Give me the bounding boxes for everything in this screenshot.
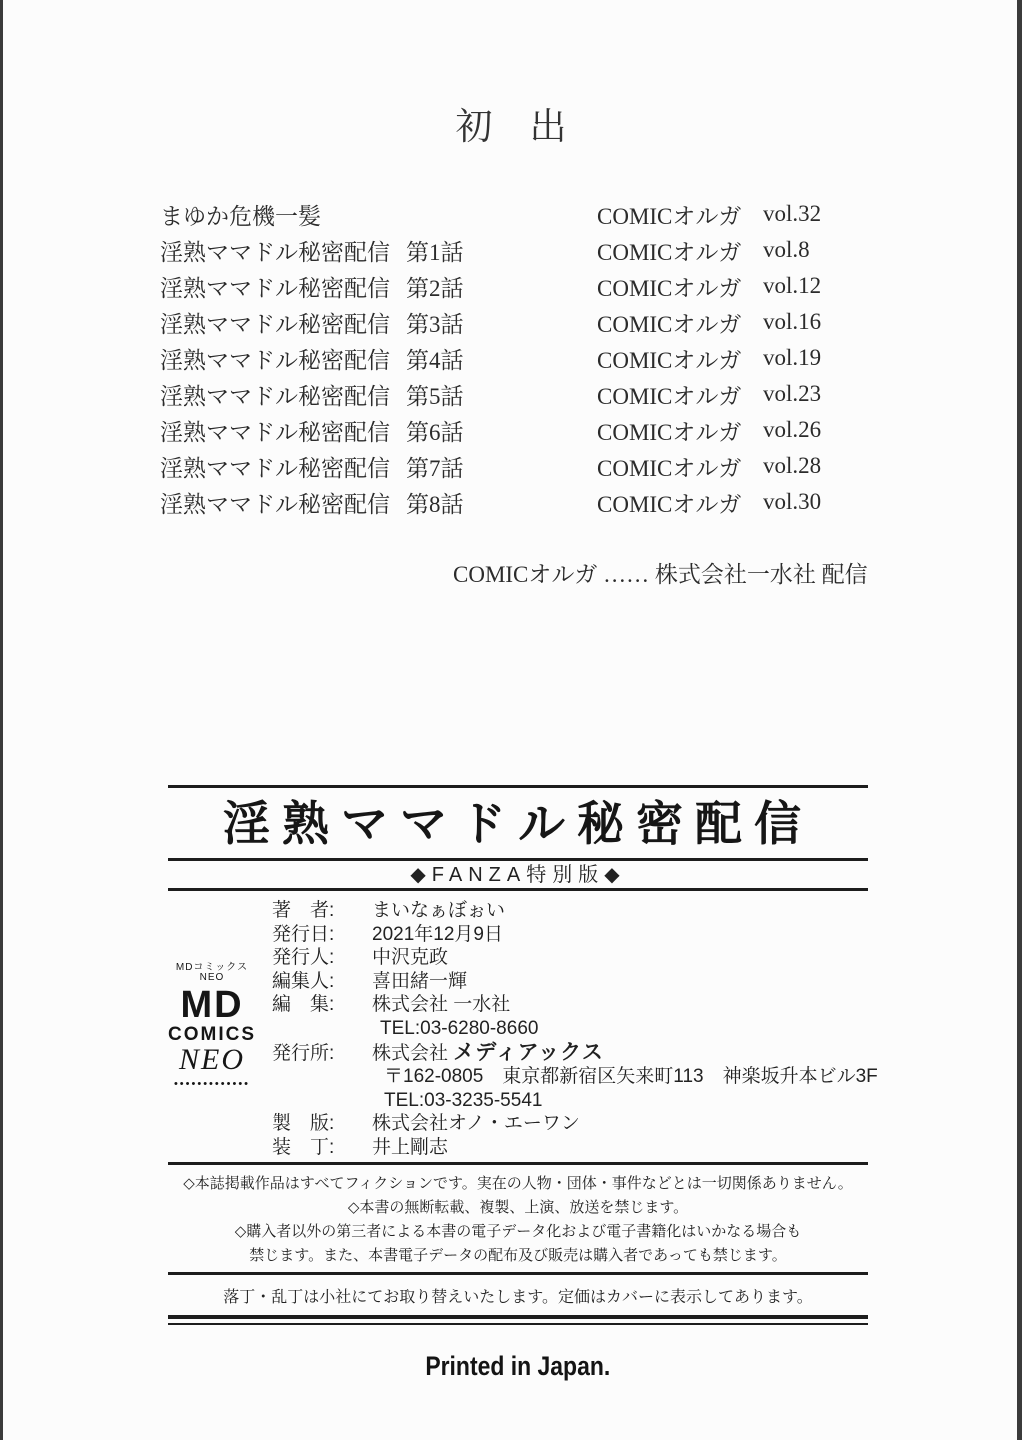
volume-label: vol.23 <box>763 381 822 406</box>
info-row-address <box>272 1065 878 1089</box>
info-value: 中沢克政 <box>372 947 449 969</box>
logo-neo-text: NEO <box>179 1043 245 1076</box>
work-title: 淫熟ママドル秘密配信 <box>160 383 390 409</box>
chapter-label: 第8話 <box>406 491 464 517</box>
work-title: 淫熟ママドル秘密配信 <box>160 455 390 481</box>
magazine-label: COMICオルガ <box>597 311 742 337</box>
list-item <box>160 304 880 340</box>
info-row-editor-person <box>272 970 878 994</box>
info-value: TEL:03-6280-8660 <box>380 1017 539 1039</box>
distribution-note: COMICオルガ …… 株式会社一水社 配信 <box>453 562 868 587</box>
magazine-label: COMICオルガ <box>597 491 742 517</box>
volume-label: vol.12 <box>763 273 822 298</box>
info-value: TEL:03-3235-5541 <box>384 1089 543 1111</box>
info-value: まいなぁぼぉい <box>372 900 506 921</box>
colophon-info-area <box>168 891 878 1162</box>
md-comics-neo-logo <box>168 963 256 1090</box>
double-rule-bottom <box>168 1323 868 1325</box>
disclaimer-line: ◇本書の無断転載、複製、上演、放送を禁じます。 <box>347 1199 689 1216</box>
info-value: 喜田緒一輝 <box>372 970 468 992</box>
info-value: 2021年12月9日 <box>372 923 503 945</box>
page-edge-left <box>0 0 3 1440</box>
info-row-tel-1 <box>272 1017 878 1041</box>
volume-label: vol.16 <box>763 309 822 334</box>
info-label: 発行人: <box>272 947 335 969</box>
volume-label: vol.19 <box>763 345 822 370</box>
page-edge-right <box>1017 0 1022 1440</box>
volume-label: vol.30 <box>763 489 822 514</box>
info-row-publisher-person <box>272 946 878 970</box>
info-label: 発行所: <box>272 1042 335 1064</box>
magazine-label: COMICオルガ <box>597 455 742 481</box>
chapter-label: 第6話 <box>406 419 464 445</box>
colophon-box <box>168 785 878 1382</box>
list-item <box>160 232 880 268</box>
book-title: 淫熟ママドル秘密配信 <box>223 797 813 850</box>
magazine-label: COMICオルガ <box>597 203 742 229</box>
info-row-publishing-house <box>272 1041 878 1066</box>
chapter-label: 第7話 <box>406 455 464 481</box>
magazine-label: COMICオルガ <box>597 383 742 409</box>
volume-label: vol.26 <box>763 417 822 442</box>
info-row-binding-design <box>272 1136 878 1160</box>
info-label: 編集人: <box>272 970 335 992</box>
edition-badge: ◆FANZA特別版◆ <box>410 864 626 886</box>
chapter-label: 第2話 <box>406 275 464 301</box>
magazine-label: COMICオルガ <box>597 239 742 265</box>
magazine-label: COMICオルガ <box>597 419 742 445</box>
info-label: 編 集: <box>272 994 335 1016</box>
chapter-label: 第3話 <box>406 311 464 337</box>
page-title: 初 出 <box>455 107 567 148</box>
disclaimer-line: ◇本誌掲載作品はすべてフィクションです。実在の人物・団体・事件などとは一切関係ありません。 <box>183 1175 853 1192</box>
chapter-label: 第4話 <box>406 347 464 373</box>
logo-md-text: MD <box>180 984 244 1026</box>
chapter-label: 第5話 <box>406 383 464 409</box>
work-title: 淫熟ママドル秘密配信 <box>160 419 390 445</box>
info-label: 発行日: <box>272 923 335 945</box>
mediax-logo-text: メディアックス <box>453 1040 604 1064</box>
work-title: 淫熟ママドル秘密配信 <box>160 275 390 301</box>
disclaimer-line: 禁じます。また、本書電子データの配布及び販売は購入者であっても禁じます。 <box>249 1247 787 1264</box>
list-item <box>160 376 880 412</box>
info-row-publish-date <box>272 923 878 947</box>
info-label: 著 者: <box>272 900 335 921</box>
publication-details <box>256 891 878 1162</box>
volume-label: vol.28 <box>763 453 822 478</box>
disclaimer-text <box>168 1165 868 1272</box>
list-item <box>160 484 880 520</box>
info-row-tel-2 <box>272 1089 878 1113</box>
work-title: 淫熟ママドル秘密配信 <box>160 347 390 373</box>
info-label: 製 版: <box>272 1113 335 1135</box>
info-value: 〒162-0805 東京都新宿区矢来町113 神楽坂升本ビル3F <box>384 1066 878 1088</box>
info-row-author <box>272 899 878 923</box>
publication-list <box>160 196 880 520</box>
info-row-editing-company <box>272 993 878 1017</box>
logo-dots: ••••••••••••• <box>173 1078 251 1090</box>
logo-comics-text: COMICS <box>168 1024 256 1045</box>
returns-note: 落丁・乱丁は小社にてお取り替えいたします。定価はカバーに表示してあります。 <box>223 1288 813 1306</box>
volume-label: vol.8 <box>763 237 810 262</box>
work-title: 淫熟ママドル秘密配信 <box>160 311 390 337</box>
info-value: 株式会社 一水社 <box>372 994 511 1016</box>
volume-label: vol.32 <box>763 201 822 226</box>
info-value: 株式会社オノ・エーワン <box>372 1113 580 1135</box>
info-label: 装 丁: <box>272 1136 335 1158</box>
logo-column <box>168 891 256 1162</box>
info-value: 株式会社 <box>372 1042 454 1064</box>
info-value: 井上剛志 <box>372 1136 449 1158</box>
list-item <box>160 196 880 232</box>
chapter-label: 第1話 <box>406 239 464 265</box>
list-item <box>160 340 880 376</box>
work-title: 淫熟ママドル秘密配信 <box>160 239 390 265</box>
work-title: まゆか危機一髪 <box>160 203 321 229</box>
list-item <box>160 412 880 448</box>
disclaimer-line: ◇購入者以外の第三者による本書の電子データ化および電子書籍化はいかなる場合も <box>234 1223 802 1240</box>
info-row-plate-making <box>272 1112 878 1136</box>
list-item <box>160 268 880 304</box>
work-title: 淫熟ママドル秘密配信 <box>160 491 390 517</box>
logo-top-text: MDコミックスNEO <box>175 962 249 983</box>
magazine-label: COMICオルガ <box>597 275 742 301</box>
magazine-label: COMICオルガ <box>597 347 742 373</box>
printed-in-japan: Printed in Japan. <box>425 1351 611 1381</box>
list-item <box>160 448 880 484</box>
